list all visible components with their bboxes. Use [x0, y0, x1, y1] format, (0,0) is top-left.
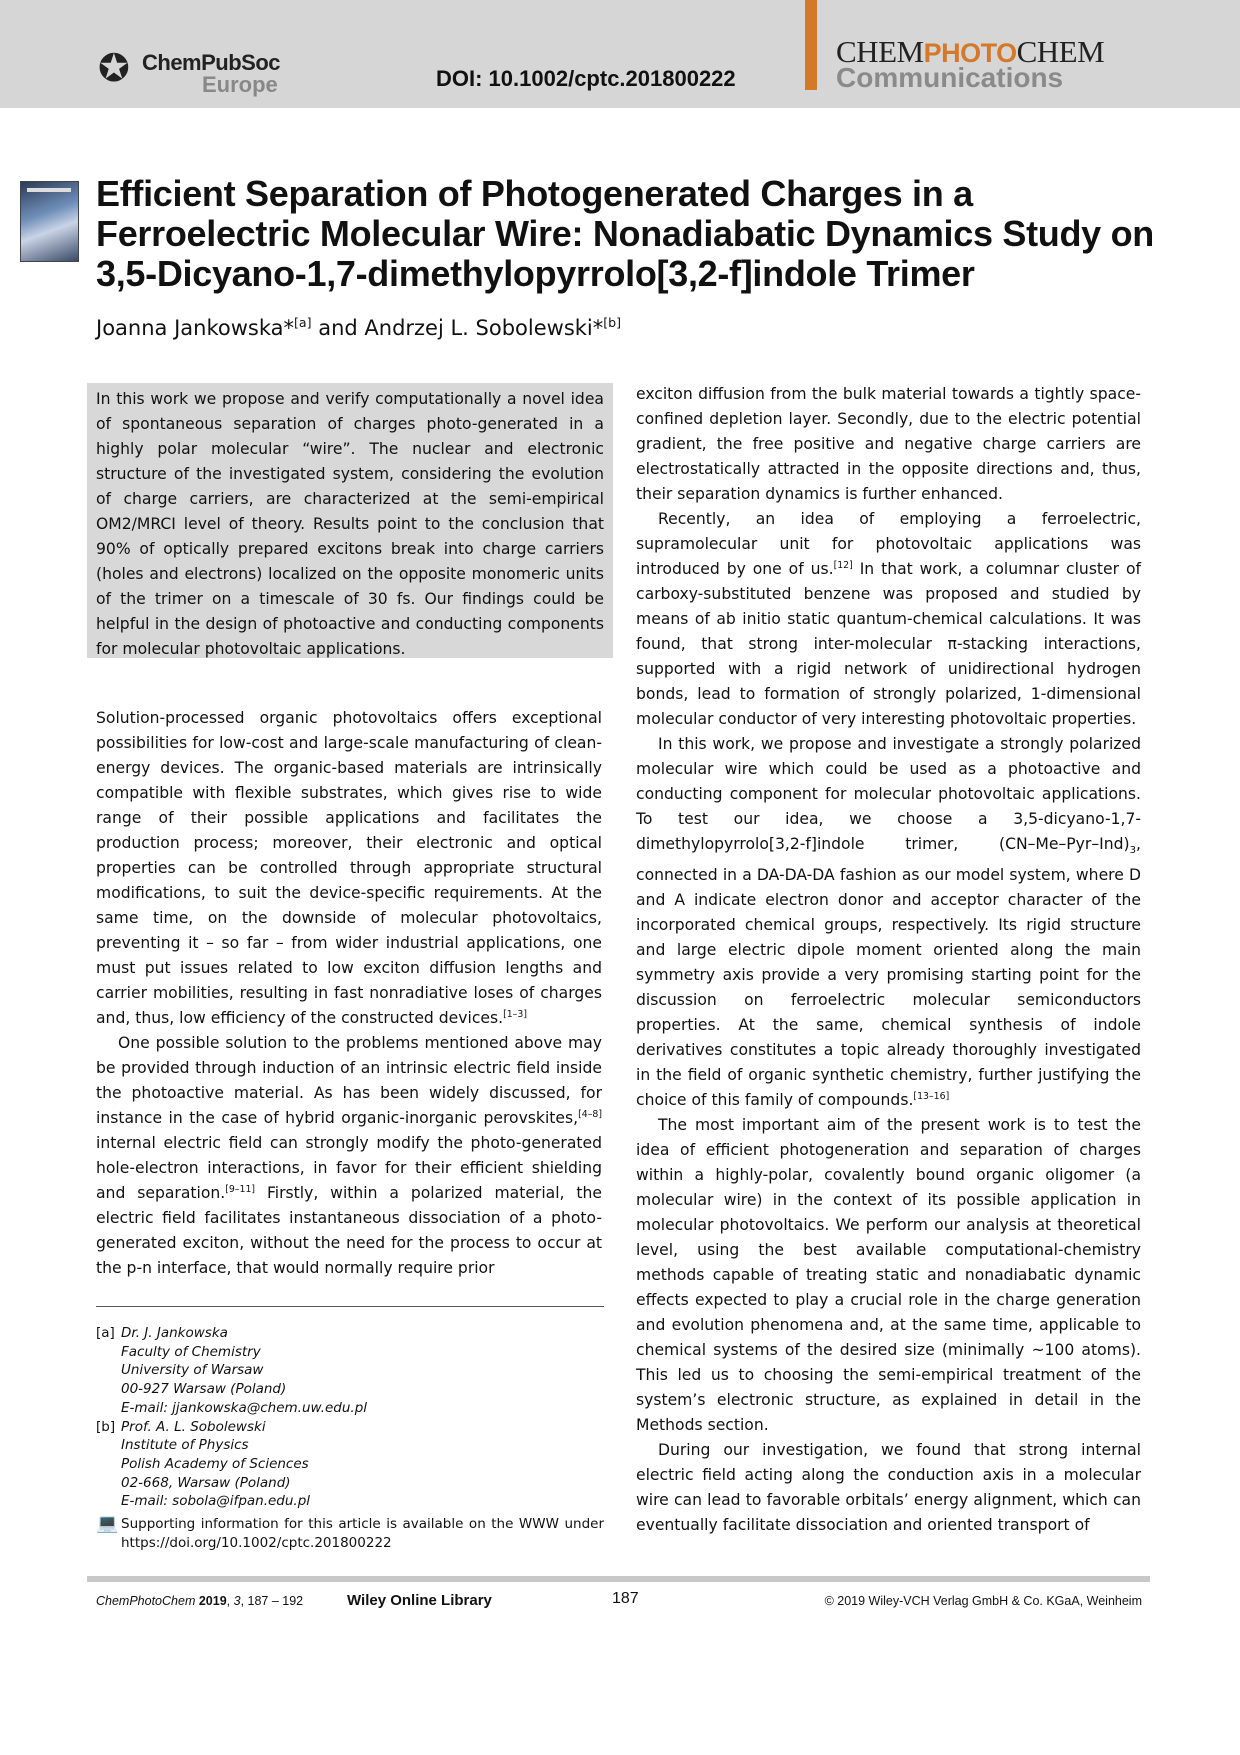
- subscript: 3: [1129, 845, 1137, 857]
- body-paragraph: [636, 732, 1141, 1113]
- body-paragraph: [636, 1438, 1141, 1538]
- footnotes: [96, 1324, 604, 1552]
- footnote-line: 02-668, Warsaw (Poland): [121, 1474, 291, 1491]
- journal-header: [0, 0, 1240, 108]
- footnote-line: Institute of Physics: [121, 1437, 249, 1454]
- paragraph-text[interactable]: internal electric field can strongly modify the photo-generated hole-electron interactions, in favor for their efficient shielding and separation.: [96, 1134, 602, 1202]
- journal-name-part: PHOTO: [923, 38, 1017, 68]
- citation-reference[interactable]: [13–16]: [913, 1090, 950, 1102]
- footnote-label: [a]: [96, 1325, 115, 1341]
- footer-volume: 3: [233, 1594, 241, 1608]
- body-paragraph: [96, 1031, 602, 1281]
- paragraph-text[interactable]: Solution-processed organic photovoltaics offers exceptional possibilities for low-cost and large-scale manufacturing of clean-energy devices. The organic-based materials are intrinsically compatible with flexible substrates, which gives rise to wide range of their possible applications and facilitates the production process; moreover, their electronic and optical properties can be controlled through appropriate structural modifications, to suit the device-specific requirements. At the same time, on the downside of molecular photovoltaics, preventing it – so far – from wider industrial applications, one must put issues related to low exciton diffusion lengths and carrier mobilities, resulting in fast nonradiative loses of charges and, thus, low efficiency of the constructed devices.: [96, 709, 602, 1027]
- article-type: Communications: [836, 62, 1064, 93]
- author-name: Joanna Jankowska*: [96, 316, 294, 340]
- supporting-info-text[interactable]: Supporting information for this article is available on the WWW under https://doi.org/10.1002/cptc.201800222: [121, 1516, 604, 1551]
- page-number: 187: [612, 1590, 639, 1607]
- footnote-line: Polish Academy of Sciences: [121, 1455, 309, 1472]
- citation-reference[interactable]: [1–3]: [503, 1008, 527, 1020]
- paragraph-text[interactable]: Firstly, within a polarized material, the electric field facilitates instantaneous dissociation of a photo-generated exciton, without the need for the process to occur at the p-n interface, that would normally require prior: [96, 1184, 602, 1277]
- abstract: In this work we propose and verify computationally a novel idea of spontaneous separation of charges photo-generated in a highly polar molecular “wire”. The nuclear and electronic structure of the investigated system, considering the evolution of charge carriers, are characterized at the semi-empirical OM2/MRCI level of theory. Results point to the conclusion that 90% of optically prepared excitons break into charge carriers (holes and electrons) localized on the opposite monomeric units of the trimer on a timescale of 30 fs. Our findings could be helpful in the design of photoactive and conducting components for molecular photovoltaic applications.: [87, 383, 613, 658]
- affiliation-marker: [b]: [603, 315, 622, 330]
- citation-reference[interactable]: [4–8]: [578, 1108, 602, 1120]
- copyright: © 2019 Wiley-VCH Verlag GmbH & Co. KGaA, Weinheim: [824, 1594, 1142, 1608]
- supporting-info-note: [96, 1515, 604, 1552]
- footer-pages: , 187 – 192: [240, 1594, 304, 1608]
- body-left-column: [96, 706, 602, 1281]
- affiliation-marker: [a]: [293, 315, 312, 330]
- doi[interactable]: DOI: 10.1002/cptc.201800222: [436, 66, 736, 91]
- body-right-column: [636, 382, 1141, 1538]
- paragraph-text[interactable]: Recently, an idea of employing a ferroelectric, supramolecular unit for photovoltaic applications was introduced by one of us.: [636, 510, 1141, 578]
- paragraph-text[interactable]: In this work, we propose and investigate a strongly polarized molecular wire which could be used as a photoactive and conducting component for molecular photovoltaic applications. To test our idea, we choose a 3,5-dicyano-1,7-dimethylopyrrolo[3,2-f]indole trimer, (CN–Me–Pyr–Ind): [636, 735, 1141, 853]
- footnote-line: E-mail: jjankowska@chem.uw.edu.pl: [121, 1399, 368, 1416]
- author-separator: and: [311, 316, 365, 340]
- citation-reference[interactable]: [9–11]: [225, 1183, 256, 1195]
- publisher-region: Europe: [202, 72, 278, 97]
- citation-reference[interactable]: [12]: [833, 559, 853, 571]
- publisher-name: ChemPubSoc: [142, 50, 281, 75]
- footnote-line: University of Warsaw: [121, 1362, 264, 1379]
- journal-name-part: CHEM: [1016, 34, 1105, 69]
- paragraph-text[interactable]: In that work, a columnar cluster of carboxy-substituted benzene was proposed and studied by means of ab initio static quantum-chemical calculations. It was found, that strong inter-molecular π-stacking interactions, supported with a rigid network of unidirectional hydrogen bonds, lead to formation of strongly polarized, 1-dimensional molecular conductor of very interesting photovoltaic properties.: [636, 560, 1141, 728]
- chempubsoc-logo: [98, 46, 288, 98]
- footer-journal: ChemPhotoChem: [96, 1594, 196, 1608]
- author-name: Andrzej L. Sobolewski*: [364, 316, 604, 340]
- paragraph-text[interactable]: exciton diffusion from the bulk material towards a tightly space-confined depletion layer. Secondly, due to the electric potential gradient, the free positive and negative charge carriers are electrostatically attracted in the opposite directions and, thus, their separation dynamics is further enhanced.: [636, 385, 1141, 503]
- footnote-divider: [96, 1306, 604, 1307]
- footer-divider: [87, 1576, 1150, 1582]
- journal-name-part: CHEM: [836, 34, 924, 69]
- footnote-line: Dr. J. Jankowska: [121, 1325, 228, 1341]
- body-paragraph: [636, 507, 1141, 732]
- footnote-line: 00-927 Warsaw (Poland): [121, 1381, 287, 1398]
- citation: ChemPhotoChem 2019, 3, 187 – 192: [96, 1594, 304, 1608]
- accent-bar: [805, 0, 817, 90]
- body-paragraph: [636, 1113, 1141, 1438]
- affiliation-footnote: [96, 1418, 604, 1512]
- authors: [96, 316, 621, 340]
- body-paragraph: [636, 382, 1141, 507]
- affiliation-footnote: [96, 1324, 604, 1418]
- article-title: Efficient Separation of Photogenerated Charges in a Ferroelectric Molecular Wire: Nonadiabatic Dynamics Study on 3,5-Dicyano-1,7-dimethylopyrrolo[3,2-f]indole Trimer: [96, 173, 1154, 294]
- stars-logo-icon: ✪: [98, 46, 130, 90]
- paragraph-text[interactable]: One possible solution to the problems mentioned above may be provided through induction of an intrinsic electric field inside the photoactive material. As has been widely discussed, for instance in the case of hybrid organic-inorganic perovskites,: [96, 1034, 602, 1127]
- paragraph-text[interactable]: During our investigation, we found that strong internal electric field acting along the conduction axis in a molecular wire can lead to favorable orbitals’ energy alignment, which can eventually facilitate dissociation and oriented transport of: [636, 1441, 1141, 1535]
- footer-year: 2019: [198, 1594, 227, 1608]
- wiley-online-library-link[interactable]: Wiley Online Library: [347, 1592, 492, 1609]
- footnote-line: Faculty of Chemistry: [121, 1343, 261, 1360]
- body-paragraph: [96, 706, 602, 1031]
- computer-icon: 💻: [96, 1513, 119, 1535]
- paragraph-text[interactable]: The most important aim of the present work is to test the idea of efficient photogeneration and separation of charges within a highly-polar, covalently bound organic oligomer (a molecular wire) in the context of its possible application in molecular photovoltaics. We perform our analysis at theoretical level, using the best available computational-chemistry methods capable of treating static and nonadiabatic dynamic effects expected to play a crucial role in the charge generation and evolution phenomena and, at the same time, applicable to chemical systems of the desired size (minimally ~100 atoms). This led us to choosing the semi-empirical treatment of the system’s electronic structure, as explained in detail in the Methods section.: [636, 1116, 1141, 1435]
- paragraph-text[interactable]: , connected in a DA-DA-DA fashion as our model system, where D and A indicate electron donor and acceptor character of the incorporated chemical groups, respectively. Its rigid structure and large electric dipole moment oriented along the main symmetry axis provide a very promising starting point for the discussion on ferroelectric molecular semiconductors properties. At the same, chemical synthesis of indole derivatives constitutes a topic already thoroughly investigated in the field of organic synthetic chemistry, further justifying the choice of this family of compounds.: [636, 835, 1141, 1110]
- footnote-line: E-mail: sobola@ifpan.edu.pl: [121, 1493, 311, 1510]
- footnote-line: Prof. A. L. Sobolewski: [121, 1418, 266, 1435]
- journal-cover-thumbnail[interactable]: [20, 181, 79, 262]
- footnote-label: [b]: [96, 1418, 116, 1435]
